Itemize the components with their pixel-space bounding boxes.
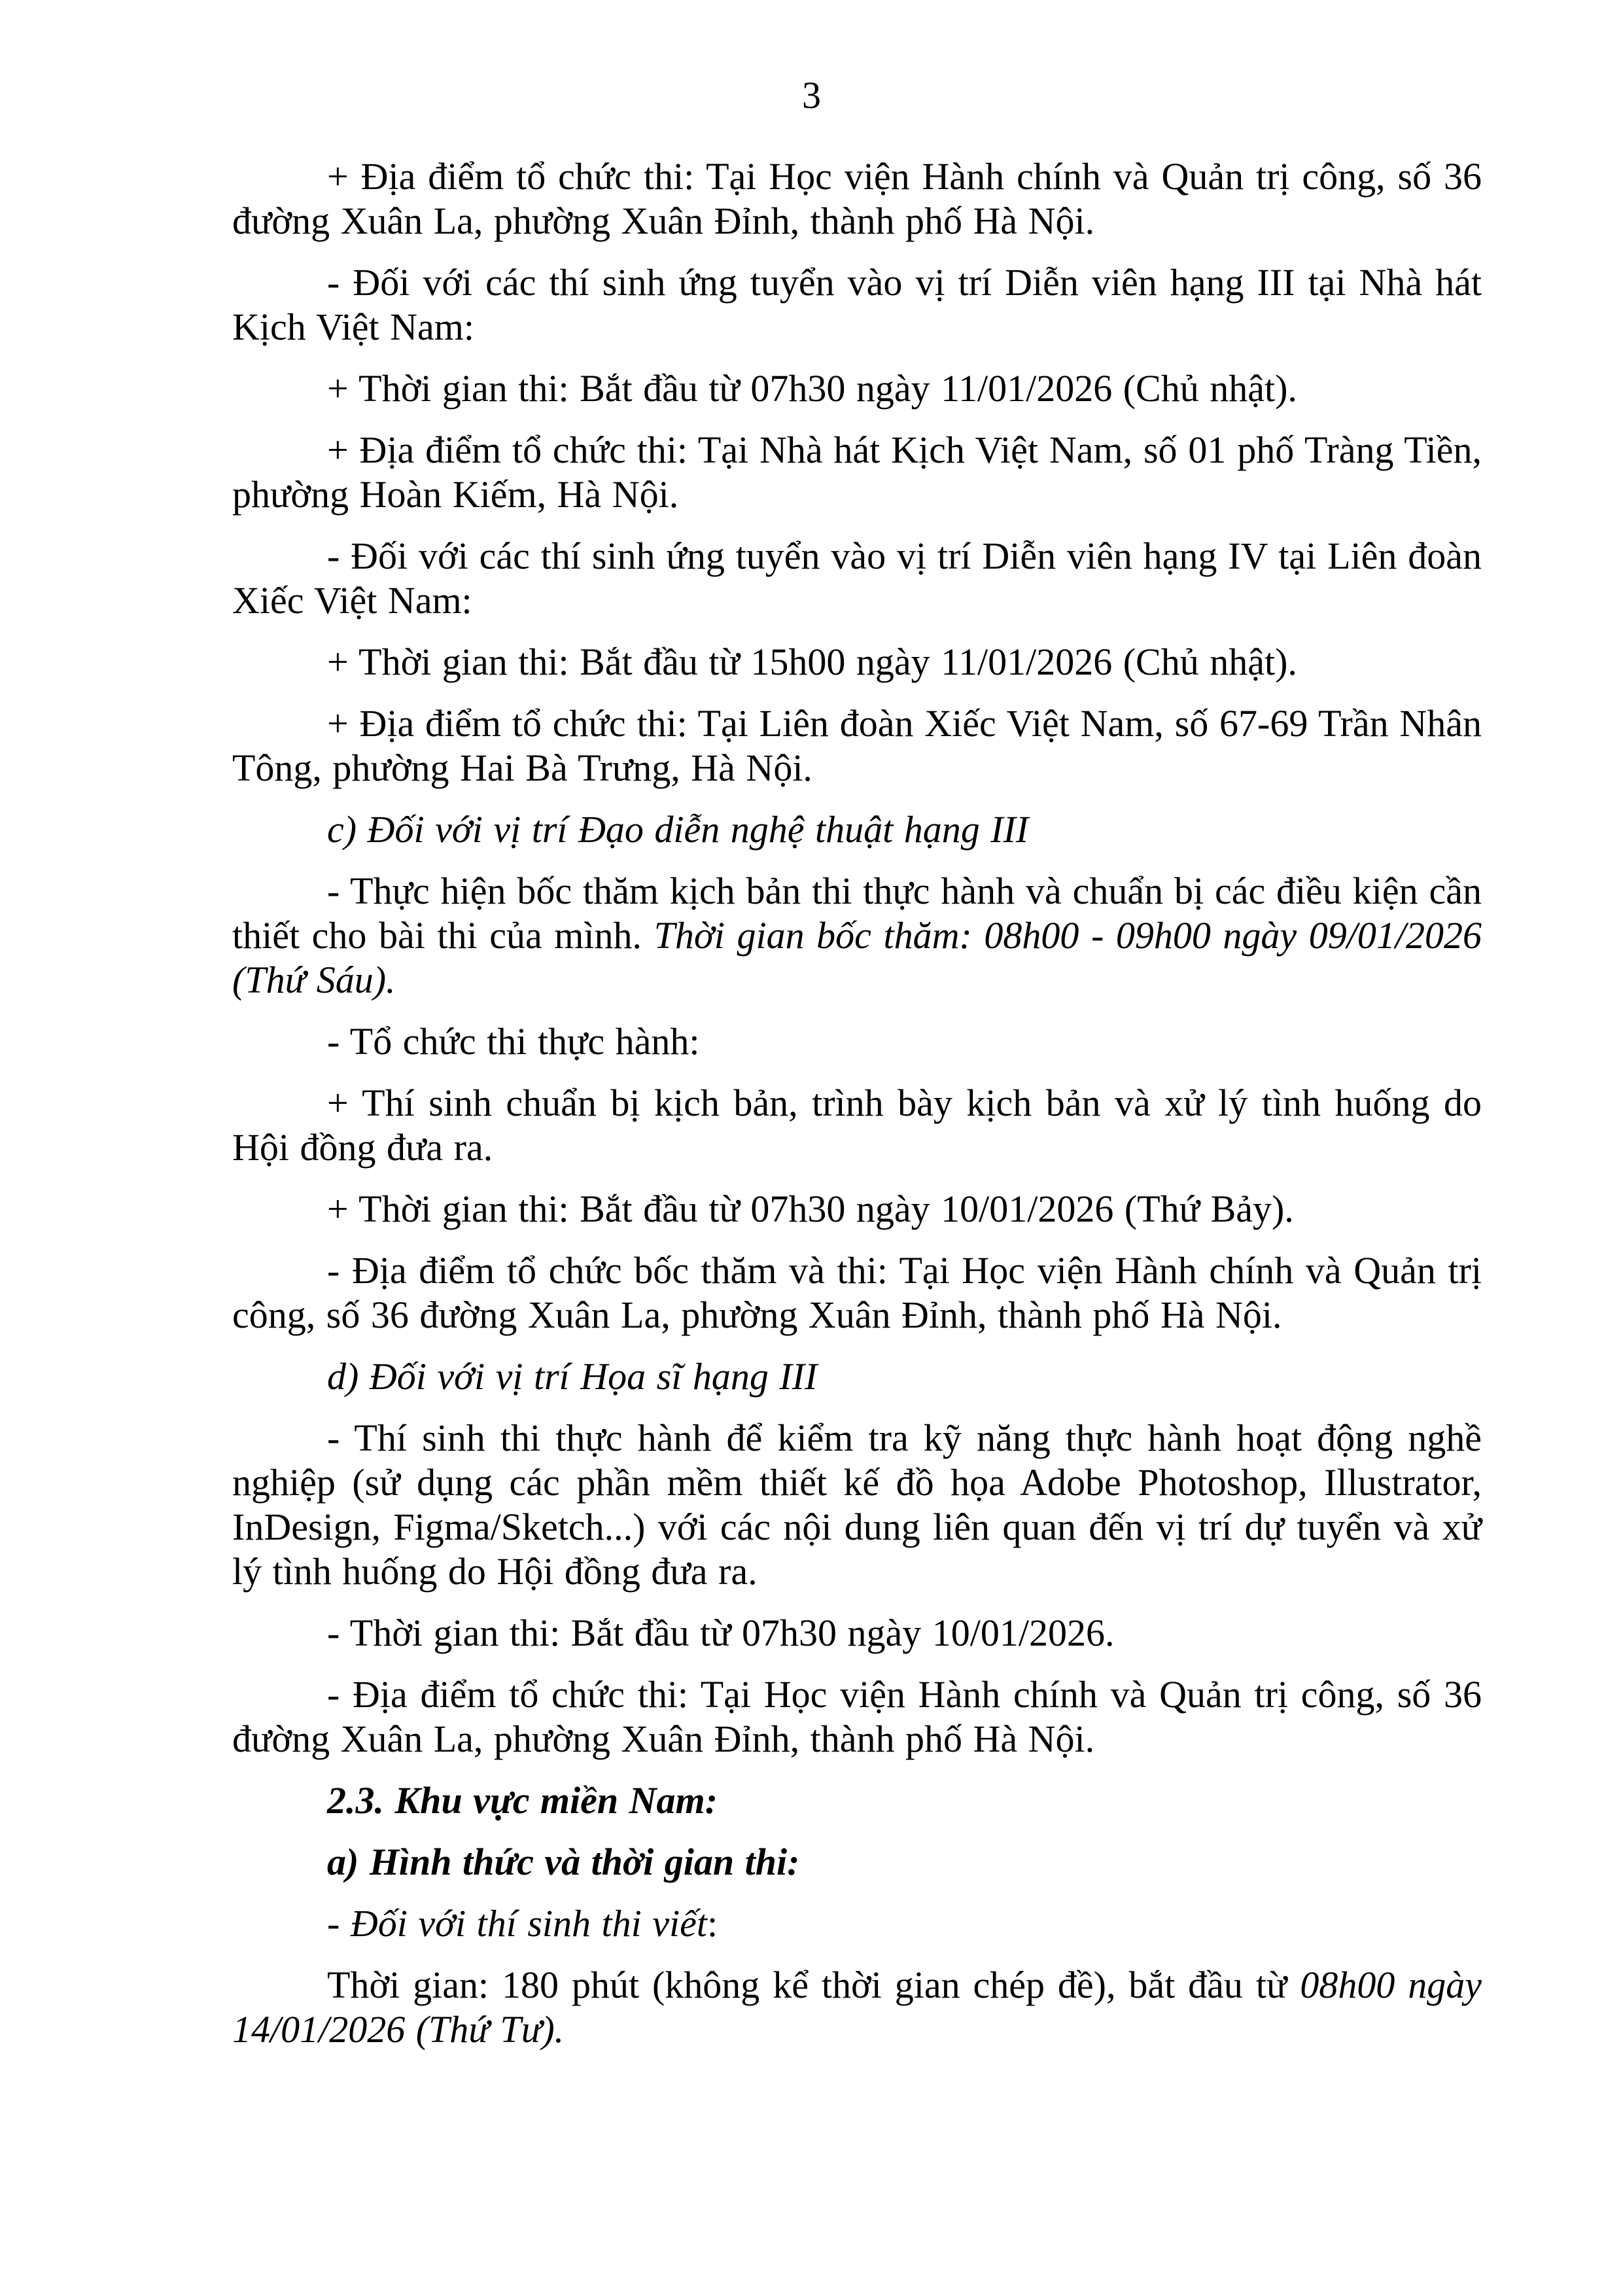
text-segment: + Thời gian thi: Bắt đầu từ 07h30 ngày 11/01/2026 (Chủ nhật).	[327, 367, 1297, 410]
document-body	[232, 154, 1482, 2052]
text-segment: 08h00 ngày 14/01/2026 (Thứ Tư).	[232, 1964, 1482, 2051]
text-segment: + Thời gian thi: Bắt đầu từ 07h30 ngày 10/01/2026 (Thứ Bảy).	[327, 1188, 1294, 1230]
text-segment: - Địa điểm tổ chức bốc thăm và thi: Tại Học viện Hành chính và Quản trị công, số 36 đường Xuân La, phường Xuân Đỉnh, thành phố Hà Nội.	[232, 1249, 1482, 1336]
paragraph	[232, 1778, 1482, 1823]
text-segment: d) Đối với vị trí Họa sĩ hạng III	[327, 1355, 818, 1398]
paragraph	[232, 869, 1482, 1002]
paragraph	[232, 154, 1482, 243]
text-segment: - Thời gian thi: Bắt đầu từ 07h30 ngày 10/01/2026.	[327, 1612, 1115, 1654]
text-segment: - Đối với các thí sinh ứng tuyển vào vị trí Diễn viên hạng III tại Nhà hát Kịch Việt Nam:	[232, 261, 1482, 348]
paragraph	[232, 1416, 1482, 1594]
paragraph	[232, 1672, 1482, 1761]
paragraph	[232, 260, 1482, 349]
text-segment: + Thí sinh chuẩn bị kịch bản, trình bày kịch bản và xử lý tình huống do Hội đồng đưa ra.	[232, 1082, 1482, 1169]
paragraph	[232, 1081, 1482, 1170]
text-segment: 2.3. Khu vực miền Nam:	[327, 1779, 718, 1822]
text-segment: c) Đối với vị trí Đạo diễn nghệ thuật hạng III	[327, 808, 1029, 851]
paragraph	[232, 1901, 1482, 1946]
paragraph	[232, 1840, 1482, 1884]
text-segment: - Đối với các thí sinh ứng tuyển vào vị trí Diễn viên hạng IV tại Liên đoàn Xiếc Việt Nam:	[232, 535, 1482, 622]
paragraph	[232, 366, 1482, 411]
text-segment: - Thí sinh thi thực hành để kiểm tra kỹ năng thực hành hoạt động nghề nghiệp (sử dụng các phần mềm thiết kế đồ họa Adobe Photoshop, Illustrator, InDesign, Figma/Sketch...) với các nội dung liên quan đến vị trí dự tuyển và xử lý tình huống do Hội đồng đưa ra.	[232, 1417, 1482, 1593]
paragraph	[232, 428, 1482, 517]
paragraph	[232, 640, 1482, 684]
text-segment: Thời gian: 180 phút (không kể thời gian chép đề), bắt đầu từ	[327, 1964, 1300, 2006]
text-segment: a) Hình thức và thời gian thi:	[327, 1841, 800, 1883]
paragraph	[232, 1248, 1482, 1337]
text-segment: - Đối với thí sinh thi viết	[327, 1902, 707, 1945]
paragraph	[232, 1354, 1482, 1399]
text-segment: :	[707, 1902, 718, 1945]
text-segment: + Thời gian thi: Bắt đầu từ 15h00 ngày 11/01/2026 (Chủ nhật).	[327, 641, 1297, 683]
text-segment: Thời gian bốc thăm: 08h00 - 09h00 ngày 09/01/2026 (Thứ Sáu).	[232, 914, 1482, 1001]
text-segment: + Địa điểm tổ chức thi: Tại Học viện Hành chính và Quản trị công, số 36 đường Xuân La, phường Xuân Đỉnh, thành phố Hà Nội.	[232, 155, 1482, 242]
paragraph	[232, 1611, 1482, 1655]
text-segment: - Địa điểm tổ chức thi: Tại Học viện Hành chính và Quản trị công, số 36 đường Xuân La, phường Xuân Đỉnh, thành phố Hà Nội.	[232, 1673, 1482, 1760]
text-segment: + Địa điểm tổ chức thi: Tại Liên đoàn Xiếc Việt Nam, số 67-69 Trần Nhân Tông, phường Hai Bà Trưng, Hà Nội.	[232, 702, 1482, 789]
paragraph	[232, 1187, 1482, 1231]
paragraph	[232, 1019, 1482, 1064]
paragraph	[232, 807, 1482, 852]
page-number: 3	[802, 74, 821, 116]
paragraph	[232, 534, 1482, 623]
text-segment: - Tổ chức thi thực hành:	[327, 1020, 700, 1063]
text-segment: + Địa điểm tổ chức thi: Tại Nhà hát Kịch Việt Nam, số 01 phố Tràng Tiền, phường Hoàn Kiếm, Hà Nội.	[232, 429, 1482, 516]
paragraph	[232, 1963, 1482, 2052]
paragraph	[232, 701, 1482, 790]
text-segment: - Thực hiện bốc thăm kịch bản thi thực hành và chuẩn bị các điều kiện cần thiết cho bài thi của mình.	[232, 870, 1482, 957]
